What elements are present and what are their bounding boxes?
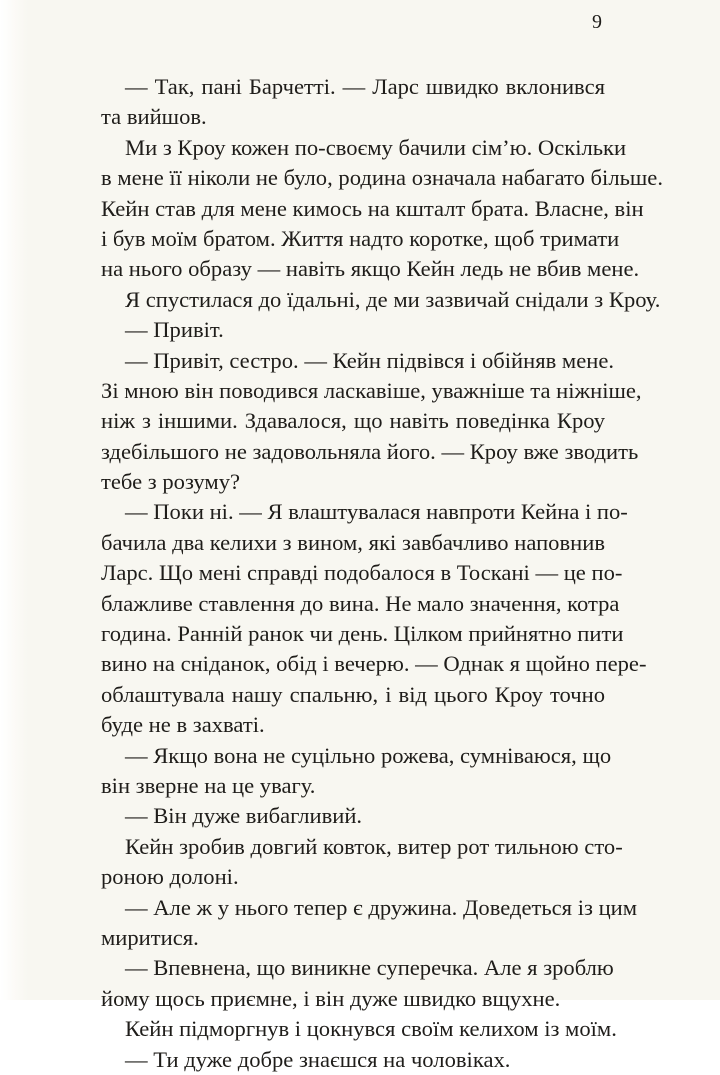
text-line: — Впевнена, що виникне суперечка. Але я зроблю [125, 955, 614, 981]
text-line: ніж з іншими. Здавалося, що навіть поведінка Кроу [101, 408, 605, 434]
text-line: Я спустилася до їдальні, де ми зазвичай снідали з Кроу. [125, 286, 661, 312]
page-edge-shadow [0, 0, 28, 1000]
text-line: — Так, пані Барчетті. — Ларс швидко вклонився [125, 74, 605, 99]
text-line: на нього образу — навіть якщо Кейн ледь не вбив мене. [101, 256, 640, 282]
text-line: — Привіт. [125, 317, 224, 343]
text-line: миритися. [101, 924, 199, 950]
text-line: Кейн підморгнув і цокнувся своїм келихом із моїм. [125, 1016, 617, 1042]
text-line: здебільшого не задовольняла його. — Кроу вже зводить [101, 438, 639, 464]
text-line: роною долоні. [101, 864, 239, 890]
text-line: та вийшов. [101, 104, 207, 130]
text-line: блажливе ставлення до вина. Не мало значення, котра [101, 590, 620, 616]
text-line: Ми з Кроу кожен по-своєму бачили сім’ю. Оскільки [125, 134, 627, 160]
text-line: облаштувала нашу спальню, і від цього Кроу точно [101, 681, 605, 707]
text-line: — Він дуже вибагливий. [125, 803, 363, 829]
text-line: йому щось приємне, і він дуже швидко вщухне. [101, 985, 561, 1011]
text-line: — Але ж у нього тепер є дружина. Доведеться із цим [125, 894, 638, 920]
text-line: в мене її ніколи не було, родина означала набагато більше. [101, 165, 663, 191]
text-line: Зі мною він поводився ласкавіше, уважніше та ніжніше, [101, 377, 642, 403]
text-line: Ларс. Що мені справді подобалося в Тоскані — це по- [101, 560, 623, 586]
text-line: і був моїм братом. Життя надто коротке, щоб тримати [101, 225, 620, 251]
text-line: година. Ранній ранок чи день. Цілком прийнятно пити [101, 621, 624, 647]
text-line: — Поки ні. — Я влаштувалася навпроти Кейна і по- [125, 499, 628, 525]
text-line: — Привіт, сестро. — Кейн підвівся і обійняв мене. [125, 347, 615, 373]
text-line: вино на сніданок, обід і вечерю. — Однак я щойно пере- [101, 651, 647, 677]
body-text [101, 72, 663, 1075]
text-line: буде не в захваті. [101, 712, 265, 738]
text-line: бачила два келихи з вином, які завбачливо наповнив [101, 529, 605, 555]
text-line: Кейн зробив довгий ковток, витер рот тильною сто- [125, 833, 623, 859]
text-line: Кейн став для мене кимось на кшталт брата. Власне, він [101, 195, 644, 221]
text-line: тебе з розуму? [101, 469, 241, 495]
text-line: він зверне на це увагу. [101, 772, 316, 798]
text-line: — Якщо вона не суцільно рожева, сумніваюся, що [125, 742, 612, 768]
text-line: — Ти дуже добре знаєшся на чоловіках. [125, 1046, 511, 1072]
page-number: 9 [592, 11, 602, 33]
